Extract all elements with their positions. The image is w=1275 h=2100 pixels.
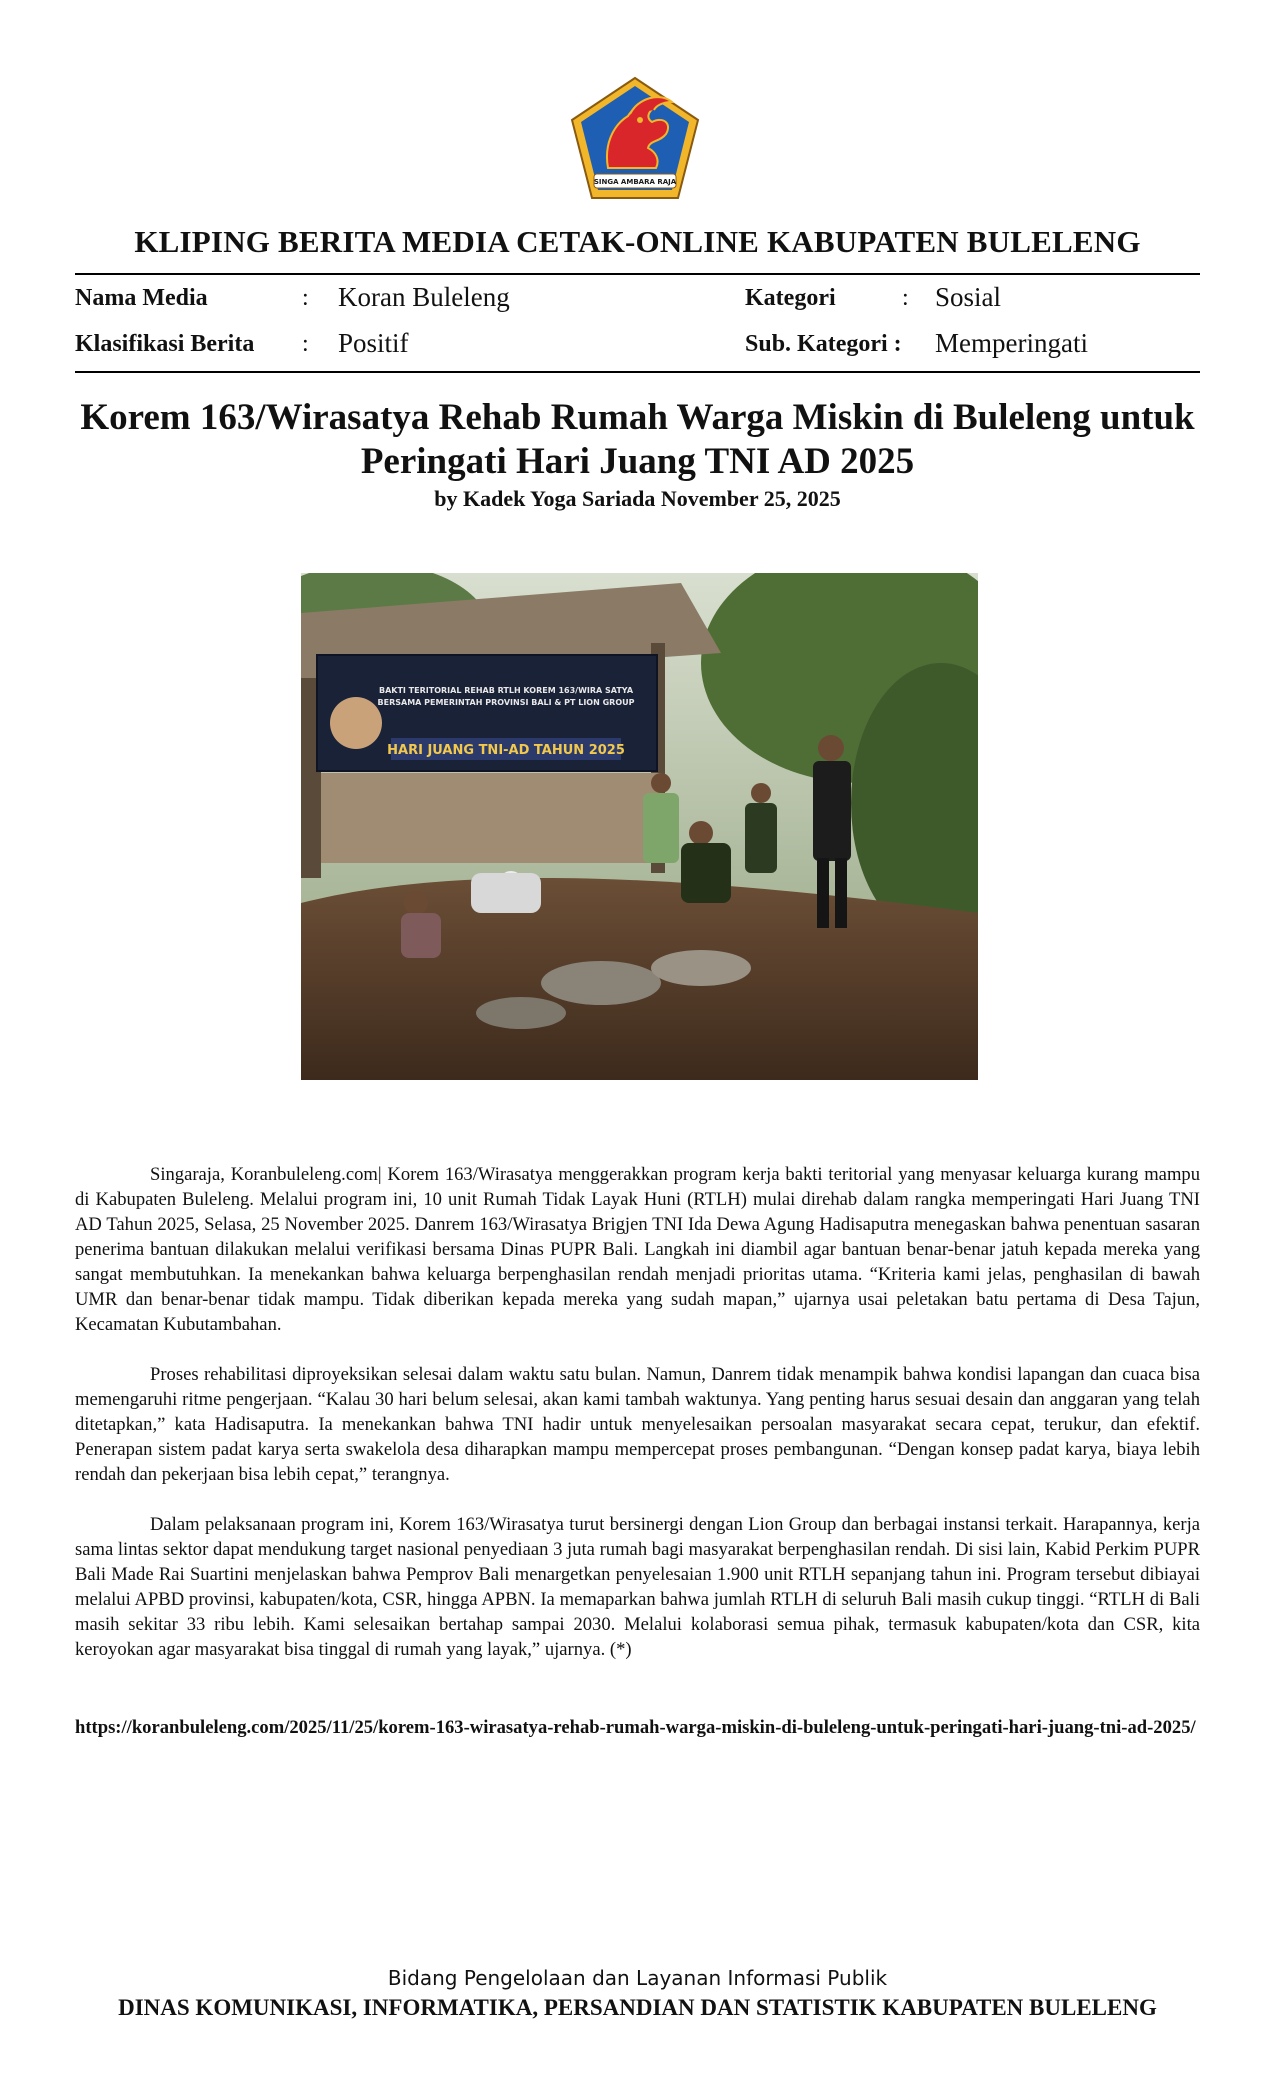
article-title-line1: Korem 163/Wirasatya Rehab Rumah Warga Miskin di Buleleng untuk — [80, 397, 1195, 438]
footer-division: Bidang Pengelolaan dan Layanan Informasi Publik — [387, 1966, 888, 1990]
header-rule-top — [75, 273, 1200, 275]
article-url: https://koranbuleleng.com/2025/11/25/korem-163-wirasatya-rehab-rumah-warga-miskin-di-buleleng-untuk-peringati-hari-juang-tni-ad-2025/ — [75, 1717, 1196, 1738]
article-paragraph-1: Singaraja, Koranbuleleng.com| Korem 163/Wirasatya menggerakkan program kerja bakti teritorial yang menyasar keluarga kurang mampu di Kabupaten Buleleng. Melalui program ini, 10 unit Rumah Tidak Layak Huni (RTLH) mulai direhab dalam rangka memperingati Hari Juang TNI AD Tahun 2025, Selasa, 25 November 2025. Danrem 163/Wirasatya Brigjen TNI Ida Dewa Agung Hadisaputra menegaskan bahwa penentuan sasaran penerima bantuan dilakukan melalui verifikasi bersama Dinas PUPR Bali. Langkah ini diambil agar bantuan benar-benar jatuh kepada mereka yang sangat membutuhkan. Ia menekankan bahwa keluarga berpenghasilan rendah menjadi prioritas utama. “Kriteria kami jelas, penghasilan di bawah UMR dan benar-benar tidak mampu. Tidak diberikan kepada mereka yang sudah mapan,” ujarnya usai peletakan batu pertama di Desa Tajun, Kecamatan Kubutambahan. — [75, 1164, 1200, 1335]
klasifikasi-colon: : — [302, 331, 309, 357]
article-title — [75, 396, 1200, 484]
article-byline: by Kadek Yoga Sariada November 25, 2025 — [434, 486, 841, 511]
header-rule-bottom — [75, 371, 1200, 373]
footer-agency: DINAS KOMUNIKASI, INFORMATIKA, PERSANDIAN DAN STATISTIK KABUPATEN BULELENG — [118, 1995, 1157, 2020]
nama-media-label: Nama Media — [75, 285, 208, 311]
subkategori-label: Sub. Kategori : — [745, 331, 902, 357]
banner-line1: BAKTI TERITORIAL REHAB RTLH KOREM 163/WIRA SATYA — [378, 686, 634, 695]
kategori-label: Kategori — [745, 285, 836, 311]
regency-logo — [568, 76, 702, 200]
klasifikasi-label: Klasifikasi Berita — [75, 331, 255, 357]
logo-motto: SINGA AMBARA RAJA — [593, 178, 677, 186]
banner-line2: BERSAMA PEMERINTAH PROVINSI BALI & PT LION GROUP — [377, 698, 635, 707]
subkategori-value: Memperingati — [935, 328, 1088, 358]
header-title: KLIPING BERITA MEDIA CETAK-ONLINE KABUPATEN BULELENG — [134, 224, 1141, 259]
article-paragraph-3: Dalam pelaksanaan program ini, Korem 163/Wirasatya turut bersinergi dengan Lion Group dan berbagai instansi terkait. Harapannya, kerja sama lintas sektor dapat mendukung target nasional penyediaan 3 juta rumah bagi masyarakat berpenghasilan rendah. Di sisi lain, Kabid Perkim PUPR Bali Made Rai Suartini menjelaskan bahwa Pemprov Bali menargetkan penyelesaian 1.900 unit RTLH sepanjang tahun ini. Program tersebut dibiayai melalui APBD provinsi, kabupaten/kota, CSR, hingga APBN. Ia memaparkan bahwa jumlah RTLH di seluruh Bali masih cukup tinggi. “RTLH di Bali masih sekitar 33 ribu lebih. Kami selesaikan bertahap sampai 2030. Melalui kolaborasi semua pihak, termasuk kabupaten/kota dan CSR, kita keroyokan agar masyarakat bisa tinggal di rumah yang layak,” ujarnya. (*) — [75, 1514, 1200, 1660]
klasifikasi-value: Positif — [338, 328, 409, 358]
nama-media-value: Koran Buleleng — [338, 282, 510, 312]
article-title-line2: Peringati Hari Juang TNI AD 2025 — [360, 441, 915, 482]
article-paragraph-2: Proses rehabilitasi diproyeksikan selesai dalam waktu satu bulan. Namun, Danrem tidak menampik bahwa kondisi lapangan dan cuaca bisa memengaruhi ritme pengerjaan. “Kalau 30 hari belum selesai, akan kami tambah waktunya. Yang penting harus sesuai desain dan anggaran yang telah ditetapkan,” kata Hadisaputra. Ia menekankan bahwa TNI hadir untuk menyelesaikan persoalan masyarakat secara cepat, terukur, dan efektif. Penerapan sistem padat karya serta swakelola desa diharapkan mampu mempercepat proses pembangunan. “Dengan konsep padat karya, biaya lebih rendah dan pekerjaan bisa lebih cepat,” terangnya. — [75, 1364, 1200, 1485]
kategori-value: Sosial — [935, 282, 1002, 312]
article-body — [75, 1162, 1200, 1687]
kategori-colon: : — [902, 285, 909, 311]
banner-main: HARI JUANG TNI-AD TAHUN 2025 — [387, 743, 625, 758]
article-photo — [301, 573, 978, 1080]
nama-media-colon: : — [302, 285, 309, 311]
